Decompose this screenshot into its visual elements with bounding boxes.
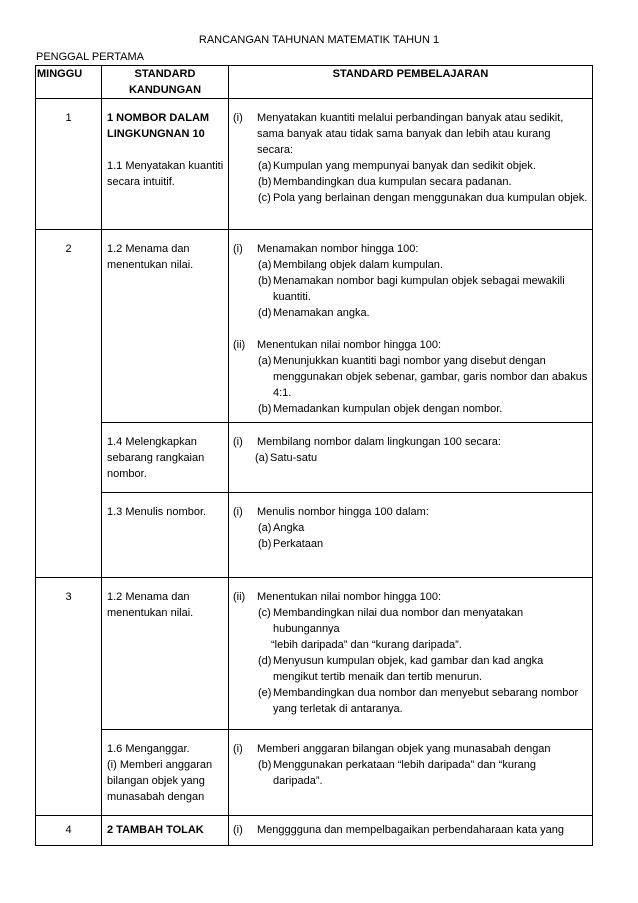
- week-cell: 4: [36, 816, 102, 846]
- learning-standard-cell: [229, 493, 593, 578]
- learning-standard-cell: [229, 423, 593, 493]
- subitem-letter: (a): [258, 259, 272, 271]
- item-numeral: (i): [233, 112, 243, 124]
- learning-standard-cell: [229, 578, 593, 730]
- learning-subitem: [233, 174, 588, 190]
- subitem-text: Membandingkan dua nombor dan menyebut sebarang nombor yang terletak di antaranya.: [273, 687, 579, 715]
- week-cell: 2: [36, 230, 102, 578]
- learning-subitem: [233, 353, 588, 401]
- subitem-letter: (a): [258, 522, 272, 534]
- subitem-letter: (b): [258, 759, 272, 771]
- content-standard-cell: 1.4 Melengkapkan sebarang rangkaian nombor.: [102, 423, 229, 493]
- learning-subitem: [233, 273, 588, 305]
- subitem-text: Memadankan kumpulan objek dengan nombor.: [273, 403, 503, 415]
- content-standard-cell: 1.2 Menama dan menentukan nilai.: [102, 230, 229, 423]
- table-row: [36, 99, 593, 230]
- subitem-letter: (b): [258, 403, 272, 415]
- learning-subitem: [233, 757, 588, 789]
- header-learning-standard: STANDARD PEMBELAJARAN: [229, 66, 593, 99]
- subitem-text: Membandingkan dua kumpulan secara padanan.: [273, 176, 512, 188]
- learning-item: [233, 434, 588, 450]
- learning-subitem: [233, 158, 588, 174]
- item-text: Memberi anggaran bilangan objek yang munasabah dengan: [257, 743, 551, 755]
- item-numeral: (i): [233, 506, 243, 518]
- learning-standard-cell: [229, 99, 593, 230]
- learning-subitem: [233, 257, 588, 273]
- learning-subitem: [233, 305, 588, 321]
- subitem-text: Membandingkan nilai dua nombor dan menyatakan hubungannya: [273, 607, 524, 635]
- content-standard-cell: 1.2 Menama dan menentukan nilai.: [102, 578, 229, 730]
- learning-item: [233, 822, 588, 838]
- document-title: RANCANGAN TAHUNAN MATEMATIK TAHUN 1: [198, 34, 440, 46]
- item-text: Menentukan nilai nombor hingga 100:: [257, 339, 442, 351]
- subitem-letter: (a): [258, 355, 272, 367]
- learning-subitem: [233, 653, 588, 685]
- week-cell: 3: [36, 578, 102, 816]
- learning-standard-cell: [229, 230, 593, 423]
- topic-title: 2 TAMBAH TOLAK: [107, 824, 204, 836]
- item-text: Menamakan nombor hingga 100:: [257, 243, 419, 255]
- subitem-text: Angka: [273, 522, 305, 534]
- item-numeral: (i): [233, 436, 243, 448]
- subitem-letter: (a): [255, 452, 269, 464]
- subitem-text: Satu-satu: [270, 452, 318, 464]
- topic-title: 1 NOMBOR DALAM LINGKUNGNAN 10: [107, 112, 210, 140]
- subitem-letter: (c): [258, 192, 271, 204]
- learning-standard-cell: [229, 730, 593, 816]
- learning-subitem: [233, 536, 588, 552]
- learning-subitem: [233, 637, 588, 653]
- subitem-text: Menggunakan perkataan “lebih daripada” dan “kurang daripada”.: [273, 759, 536, 787]
- content-standard-cell: 1.3 Menulis nombor.: [102, 493, 229, 578]
- table-row: [36, 730, 593, 816]
- learning-item: [233, 741, 588, 757]
- subitem-text: Menunjukkan kuantiti bagi nombor yang disebut dengan menggunakan objek sebenar, gambar, garis nombor dan abakus 4:1.: [273, 355, 588, 399]
- table-row: [36, 816, 593, 846]
- yearly-plan-table: [35, 65, 593, 846]
- item-text: Menentukan nilai nombor hingga 100:: [257, 591, 442, 603]
- learning-item: [233, 337, 588, 353]
- table-header-row: [36, 66, 593, 99]
- item-numeral: (i): [233, 824, 243, 836]
- subitem-letter: (a): [258, 160, 272, 172]
- header-week: MINGGU: [36, 66, 102, 99]
- learning-standard-cell: [229, 816, 593, 846]
- subitem-letter: (b): [258, 275, 272, 287]
- table-row: [36, 493, 593, 578]
- learning-subitem: [233, 685, 588, 717]
- item-text: Mengggguna dan mempelbagaikan perbendaharaan kata yang: [257, 824, 565, 836]
- learning-subitem: [233, 401, 588, 417]
- subitem-letter: (d): [258, 307, 272, 319]
- subitem-text: Pola yang berlainan dengan menggunakan dua kumpulan objek.: [273, 192, 588, 204]
- subitem-letter: (e): [258, 687, 272, 699]
- subitem-letter: (d): [258, 655, 272, 667]
- learning-item: [233, 110, 588, 158]
- subitem-text: Menyusun kumpulan objek, kad gambar dan kad angka mengikut tertib menaik dan tertib menurun.: [273, 655, 544, 683]
- learning-subitem: [233, 605, 588, 637]
- content-standard-cell: [102, 99, 229, 230]
- subitem-letter: (c): [258, 607, 271, 619]
- learning-item: [233, 241, 588, 257]
- learning-item: [233, 589, 588, 605]
- subitem-text: “lebih daripada” dan “kurang daripada”.: [271, 639, 462, 651]
- subitem-text: Kumpulan yang mempunyai banyak dan sedikit objek.: [273, 160, 536, 172]
- subitem-text: Membilang objek dalam kumpulan.: [273, 259, 443, 271]
- item-text: Menyatakan kuantiti melalui perbandingan banyak atau sedikit, sama banyak atau tidak sama banyak dan lebih atau kurang secara:: [257, 112, 564, 156]
- item-text: Membilang nombor dalam lingkungan 100 secara:: [257, 436, 501, 448]
- item-text: Menulis nombor hingga 100 dalam:: [257, 506, 429, 518]
- learning-subitem: [233, 520, 588, 536]
- learning-subitem: [233, 190, 588, 206]
- week-cell: 1: [36, 99, 102, 230]
- header-content-standard-line1: STANDARD: [134, 68, 196, 80]
- term-label: PENGGAL PERTAMA: [36, 51, 144, 63]
- item-numeral: (ii): [233, 591, 246, 603]
- table-row: [36, 230, 593, 423]
- content-standard-line: 1.6 Menganggar.: [107, 743, 190, 755]
- content-standard-text: 1.1 Menyatakan kuantiti secara intuitif.: [107, 160, 224, 188]
- table-row: [36, 423, 593, 493]
- learning-subitem: [233, 450, 588, 466]
- subitem-text: Perkataan: [273, 538, 324, 550]
- subitem-text: Menamakan nombor bagi kumpulan objek sebagai mewakili kuantiti.: [273, 275, 565, 303]
- subitem-letter: (b): [258, 538, 272, 550]
- content-standard-cell: [102, 816, 229, 846]
- subitem-letter: (b): [258, 176, 272, 188]
- content-standard-cell: [102, 730, 229, 816]
- header-content-standard: [102, 66, 229, 99]
- learning-item: [233, 504, 588, 520]
- item-numeral: (ii): [233, 339, 246, 351]
- content-standard-line: (i) Memberi anggaran bilangan objek yang munasabah dengan: [107, 759, 213, 803]
- item-numeral: (i): [233, 243, 243, 255]
- item-numeral: (i): [233, 743, 243, 755]
- header-content-standard-line2: KANDUNGAN: [128, 84, 202, 96]
- subitem-text: Menamakan angka.: [273, 307, 370, 319]
- table-row: [36, 578, 593, 730]
